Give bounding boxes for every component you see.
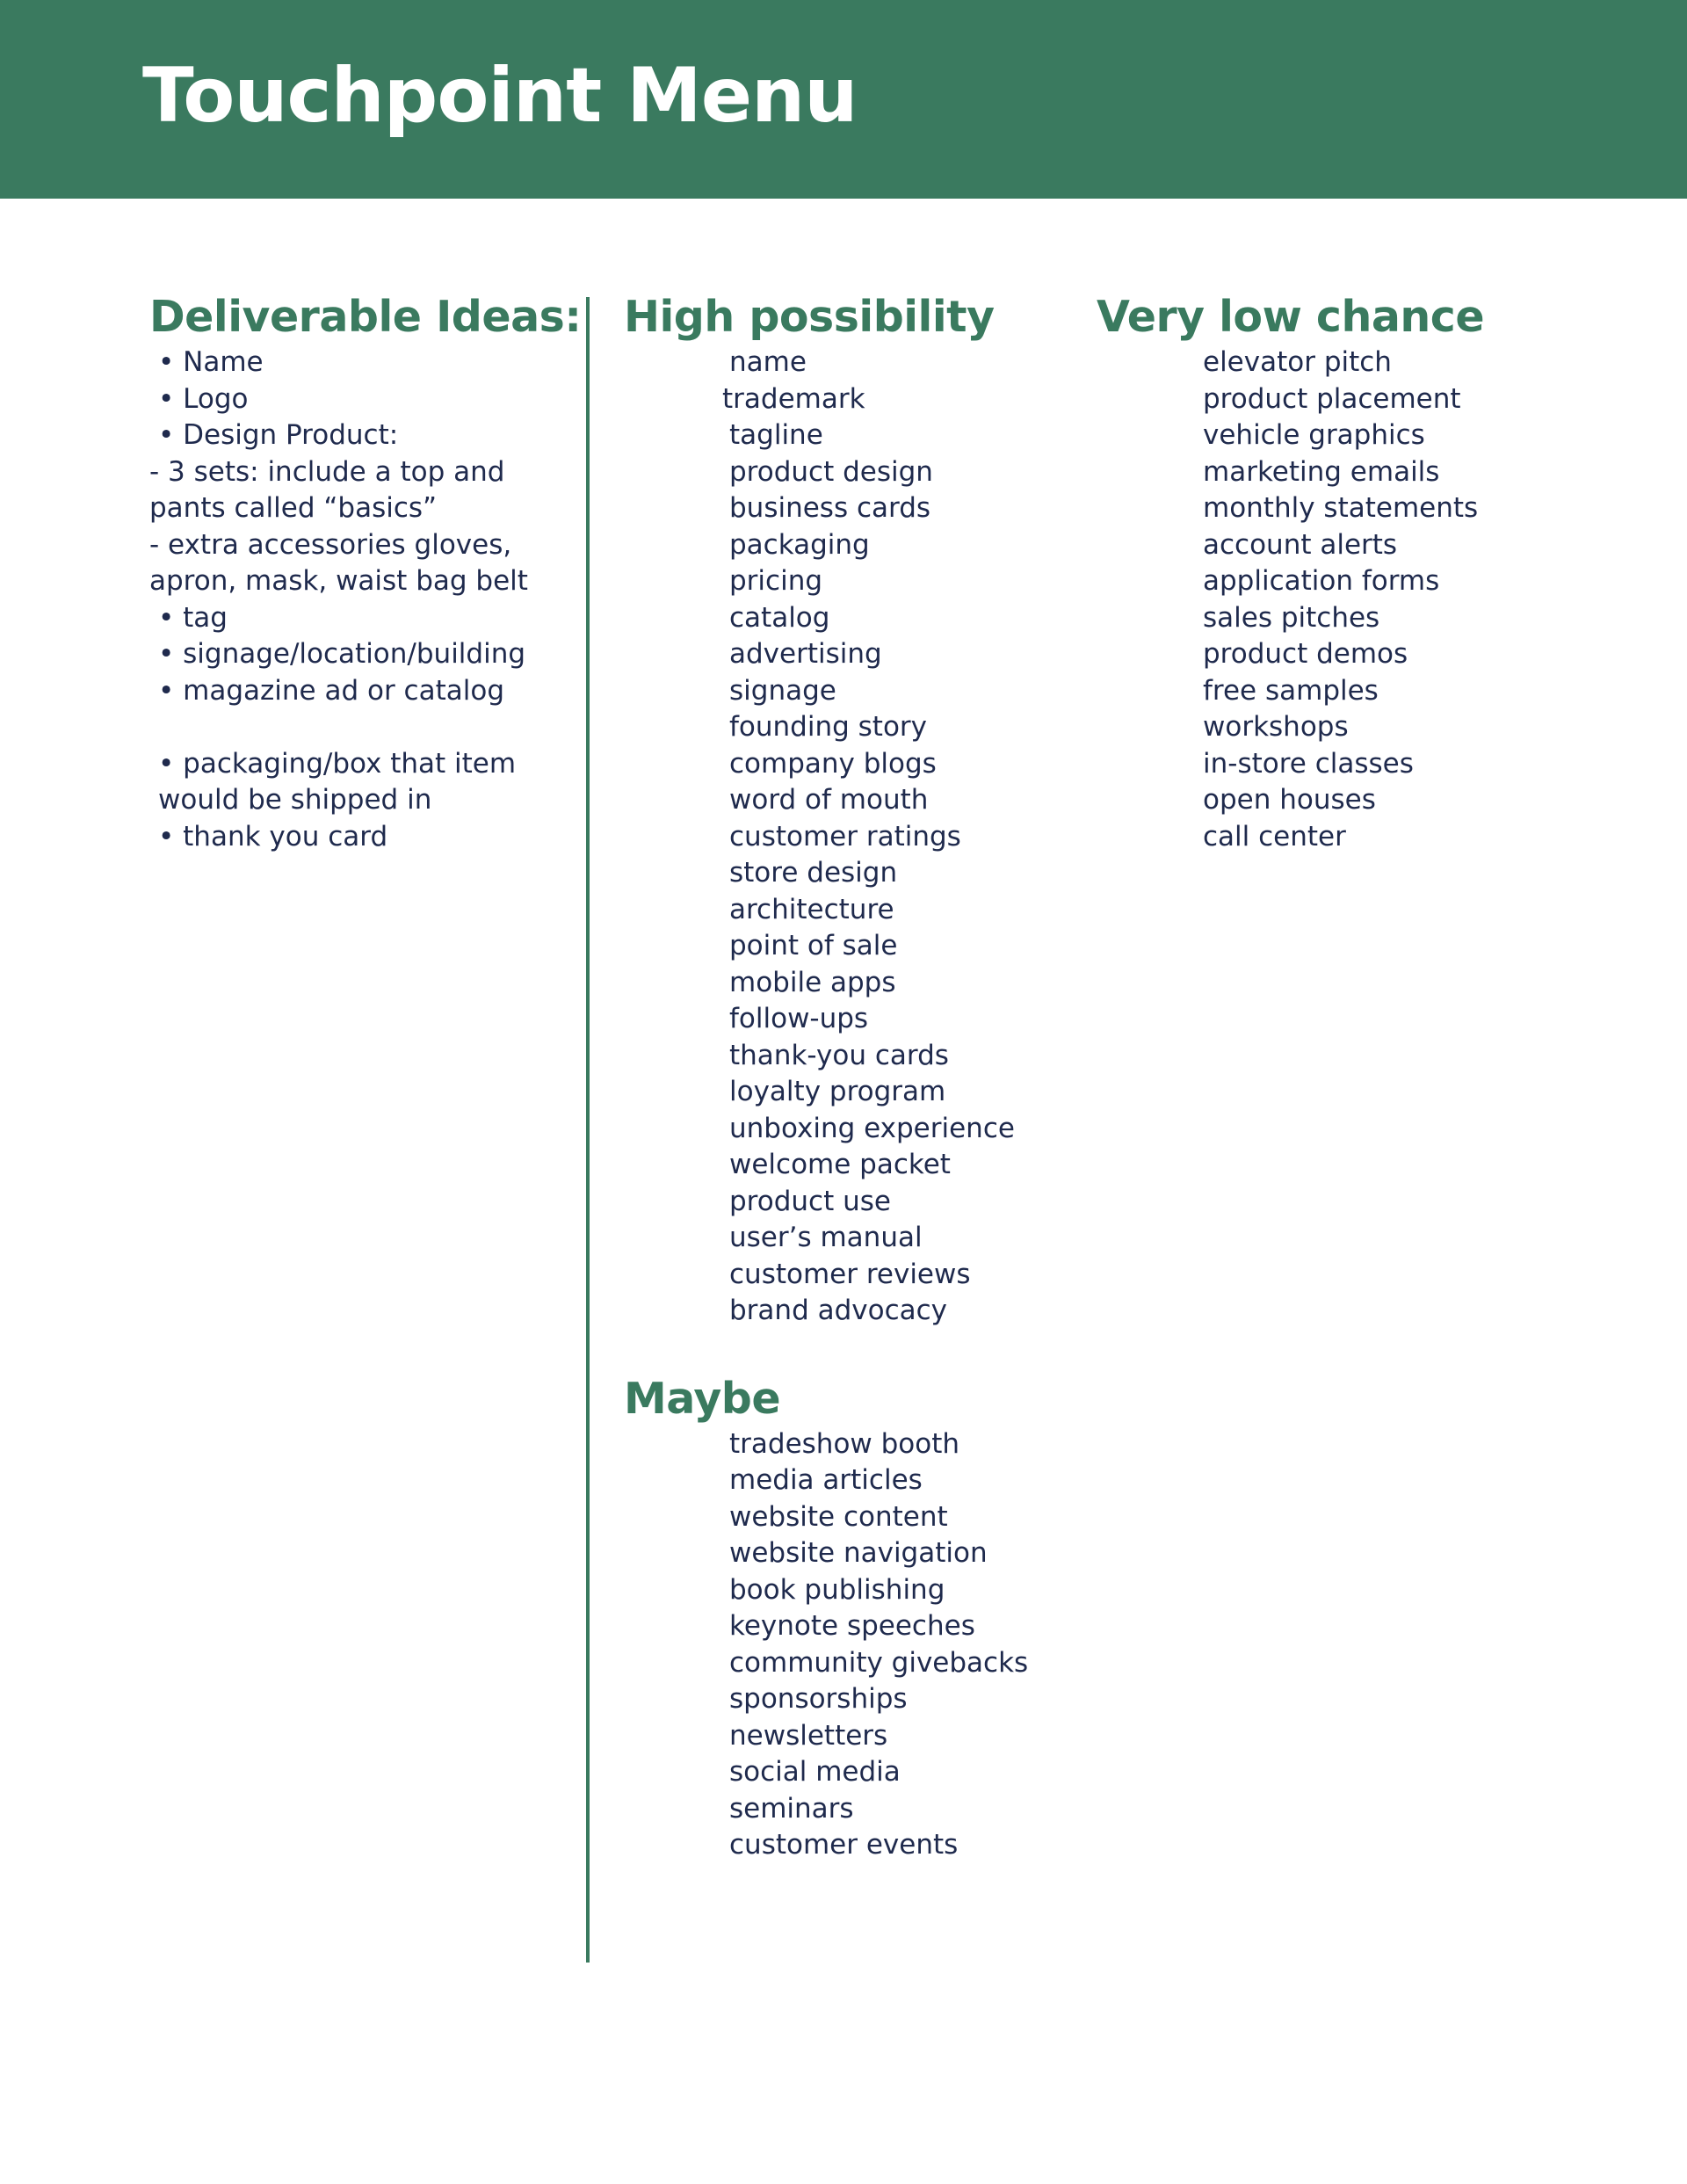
list-item: thank-you cards — [729, 1039, 949, 1071]
deliverable-item: - 3 sets: include a top and pants called “basics” — [149, 455, 505, 524]
list-item: monthly statements — [1203, 492, 1479, 524]
list-item: tradeshow booth — [729, 1427, 960, 1460]
list-item: product placement — [1203, 382, 1461, 415]
deliverable-item: • signage/location/building — [158, 638, 526, 670]
deliverable-ideas-list — [149, 345, 580, 855]
list-item: point of sale — [729, 930, 898, 961]
list-item: media articles — [729, 1464, 923, 1496]
list-item: name — [729, 346, 807, 378]
high-possibility-list — [624, 345, 1081, 1330]
deliverable-item: • packaging/box that item would be shipped in — [158, 747, 517, 816]
list-item: keynote speeches — [729, 1610, 975, 1642]
maybe-section — [624, 1372, 1081, 1864]
deliverable-spacer — [149, 709, 571, 746]
list-item: tagline — [729, 419, 823, 451]
deliverable-item: • Logo — [158, 382, 249, 415]
column-divider — [586, 297, 590, 1963]
deliverable-item: - extra accessories gloves, apron, mask, waist bag belt — [149, 528, 528, 597]
list-item: company blogs — [729, 747, 937, 780]
list-item: packaging — [729, 528, 870, 561]
list-item: vehicle graphics — [1203, 419, 1425, 451]
list-item: customer ratings — [729, 820, 961, 853]
deliverable-item: • Name — [158, 346, 264, 378]
very-low-chance-title: Very low chance — [1097, 292, 1485, 342]
list-item: social media — [729, 1756, 901, 1788]
list-item: follow-ups — [729, 1003, 869, 1034]
list-item: call center — [1203, 820, 1346, 853]
list-item: architecture — [729, 893, 894, 925]
list-item: community givebacks — [729, 1646, 1029, 1679]
list-item: customer events — [729, 1829, 959, 1861]
list-item: application forms — [1203, 565, 1440, 597]
deliverable-ideas-column — [149, 290, 580, 855]
maybe-list — [624, 1426, 1081, 1864]
list-item: workshops — [1203, 711, 1349, 743]
list-item: store design — [729, 857, 898, 889]
very-low-chance-list — [1097, 345, 1624, 855]
list-item: unboxing experience — [729, 1112, 1015, 1144]
list-item: seminars — [729, 1792, 854, 1825]
list-item: in-store classes — [1203, 747, 1414, 780]
very-low-chance-column — [1097, 290, 1624, 855]
list-item: welcome packet — [729, 1149, 951, 1180]
list-item: book publishing — [729, 1573, 945, 1606]
list-item: website content — [729, 1500, 948, 1533]
list-item: customer reviews — [729, 1258, 971, 1290]
deliverable-item: • tag — [158, 601, 228, 634]
list-item: sponsorships — [729, 1683, 908, 1715]
list-item: free samples — [1203, 674, 1379, 707]
deliverable-item: • magazine ad or catalog — [158, 674, 505, 707]
list-item: marketing emails — [1203, 455, 1440, 488]
list-item: product design — [729, 455, 933, 488]
list-item: advertising — [729, 638, 882, 670]
list-item: user’s manual — [729, 1222, 923, 1253]
list-item: mobile apps — [729, 966, 896, 998]
deliverable-item: • thank you card — [158, 820, 388, 853]
list-item: product demos — [1203, 638, 1408, 670]
list-item: pricing — [729, 565, 823, 597]
list-item: account alerts — [1203, 528, 1398, 561]
list-item: sales pitches — [1203, 601, 1380, 634]
deliverable-item: • Design Product: — [158, 419, 399, 451]
list-item: signage — [729, 674, 836, 707]
list-item: business cards — [729, 492, 931, 524]
high-possibility-title: High possibility — [624, 292, 995, 342]
list-item: catalog — [729, 601, 830, 634]
list-item: website navigation — [729, 1537, 988, 1569]
page-header — [0, 0, 1687, 199]
list-item: newsletters — [729, 1719, 888, 1752]
list-item: trademark — [722, 382, 865, 415]
page-title: Touchpoint Menu — [142, 52, 858, 140]
high-possibility-column — [624, 290, 1081, 1864]
list-item: founding story — [729, 711, 928, 743]
list-item: word of mouth — [729, 784, 929, 816]
deliverable-ideas-title: Deliverable Ideas: — [149, 292, 582, 342]
maybe-title: Maybe — [624, 1373, 781, 1424]
list-item: elevator pitch — [1203, 346, 1392, 378]
list-item: brand advocacy — [729, 1295, 948, 1326]
list-item: loyalty program — [729, 1076, 946, 1107]
list-item: open houses — [1203, 784, 1376, 816]
list-item: product use — [729, 1185, 891, 1217]
